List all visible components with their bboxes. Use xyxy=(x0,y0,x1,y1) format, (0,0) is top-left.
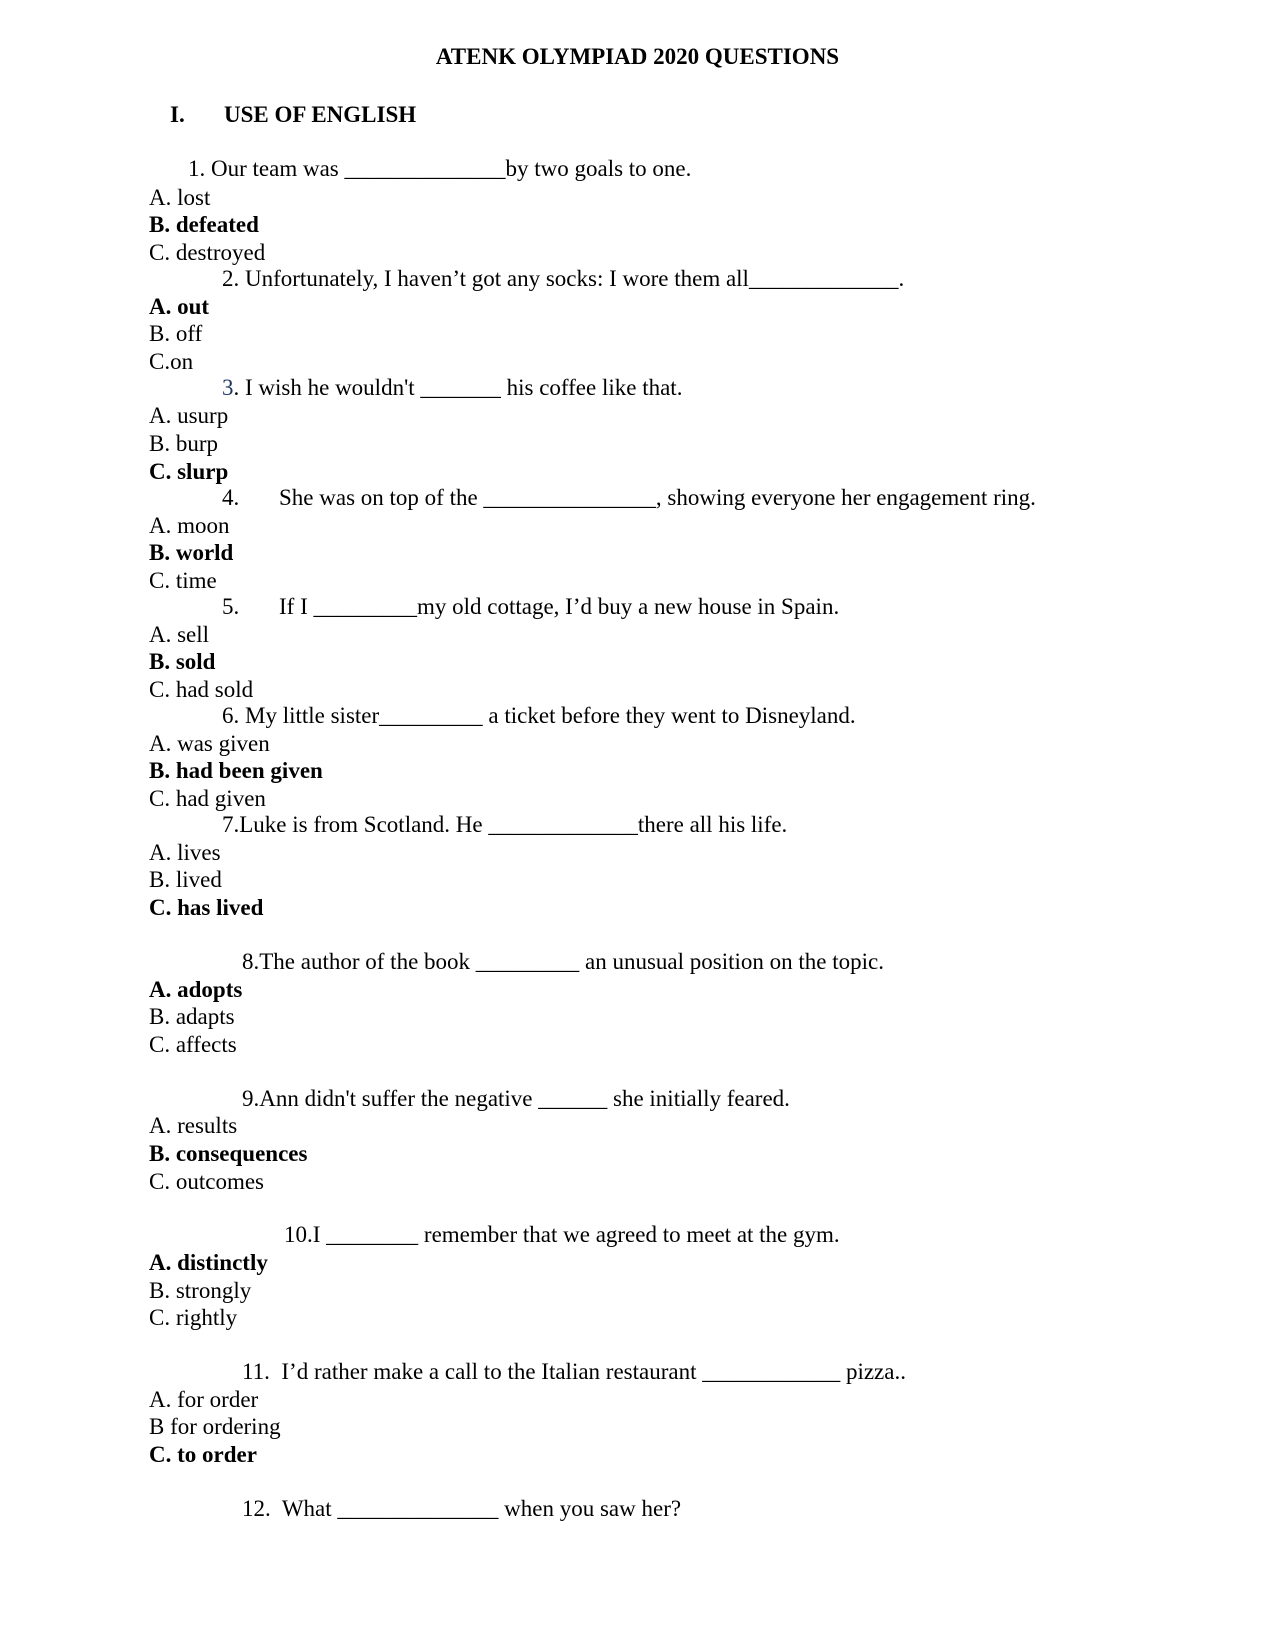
question-3 xyxy=(222,376,682,399)
option-2b: B. off xyxy=(149,321,203,346)
option-4c: C. time xyxy=(149,568,217,593)
option-10c: C. rightly xyxy=(149,1305,238,1330)
question-9: 9.Ann didn't suffer the negative ______ she initially feared. xyxy=(242,1086,790,1111)
section-number: I. xyxy=(170,102,185,127)
question-2: 2. Unfortunately, I haven’t got any socks: I wore them all_____________. xyxy=(222,266,905,291)
option-1a: A. lost xyxy=(149,185,211,210)
option-9c: C. outcomes xyxy=(149,1169,264,1194)
question-5-number: 5. xyxy=(222,594,240,619)
option-3b: B. burp xyxy=(149,431,218,456)
question-10: 10.I ________ remember that we agreed to meet at the gym. xyxy=(284,1222,840,1247)
option-9a: A. results xyxy=(149,1113,238,1138)
option-2c: C.on xyxy=(149,349,194,374)
question-8: 8.The author of the book _________ an unusual position on the topic. xyxy=(242,949,884,974)
option-8a: A. adopts xyxy=(149,977,243,1002)
question-6: 6. My little sister_________ a ticket before they went to Disneyland. xyxy=(222,703,856,728)
option-5b: B. sold xyxy=(149,649,216,674)
question-3-text: . I wish he wouldn't _______ his coffee like that. xyxy=(233,375,683,400)
option-4b: B. world xyxy=(149,540,234,565)
option-2a: A. out xyxy=(149,294,210,319)
question-7: 7.Luke is from Scotland. He _____________there all his life. xyxy=(222,812,788,837)
question-5-text: If I _________my old cottage, I’d buy a new house in Spain. xyxy=(279,594,840,619)
option-8b: B. adapts xyxy=(149,1004,235,1029)
option-7b: B. lived xyxy=(149,867,222,892)
option-6c: C. had given xyxy=(149,786,266,811)
option-1b: B. defeated xyxy=(149,212,259,237)
option-11a: A. for order xyxy=(149,1387,259,1412)
option-1c: C. destroyed xyxy=(149,240,266,265)
option-6a: A. was given xyxy=(149,731,270,756)
page-title: ATENK OLYMPIAD 2020 QUESTIONS xyxy=(435,44,840,69)
question-12: 12. What ______________ when you saw her? xyxy=(242,1496,682,1521)
section-title: USE OF ENGLISH xyxy=(224,102,417,127)
question-4-text: She was on top of the _______________, showing everyone her engagement ring. xyxy=(279,485,1036,510)
option-10b: B. strongly xyxy=(149,1278,252,1303)
question-4-number: 4. xyxy=(222,485,240,510)
option-3a: A. usurp xyxy=(149,403,229,428)
option-9b: B. consequences xyxy=(149,1141,308,1166)
question-11: 11. I’d rather make a call to the Italian restaurant ____________ pizza.. xyxy=(242,1359,906,1384)
option-8c: C. affects xyxy=(149,1032,237,1057)
option-6b: B. had been given xyxy=(149,758,323,783)
option-10a: A. distinctly xyxy=(149,1250,268,1275)
option-11c: C. to order xyxy=(149,1442,257,1467)
option-5c: C. had sold xyxy=(149,677,254,702)
option-3c: C. slurp xyxy=(149,459,229,484)
option-4a: A. moon xyxy=(149,513,230,538)
option-5a: A. sell xyxy=(149,622,210,647)
question-3-number: 3 xyxy=(222,375,234,400)
option-7c: C. has lived xyxy=(149,895,264,920)
option-7a: A. lives xyxy=(149,840,221,865)
question-4 xyxy=(222,486,1036,509)
question-5 xyxy=(222,595,839,618)
question-1: 1. Our team was ______________by two goals to one. xyxy=(188,156,692,181)
option-11b: B for ordering xyxy=(149,1414,281,1439)
